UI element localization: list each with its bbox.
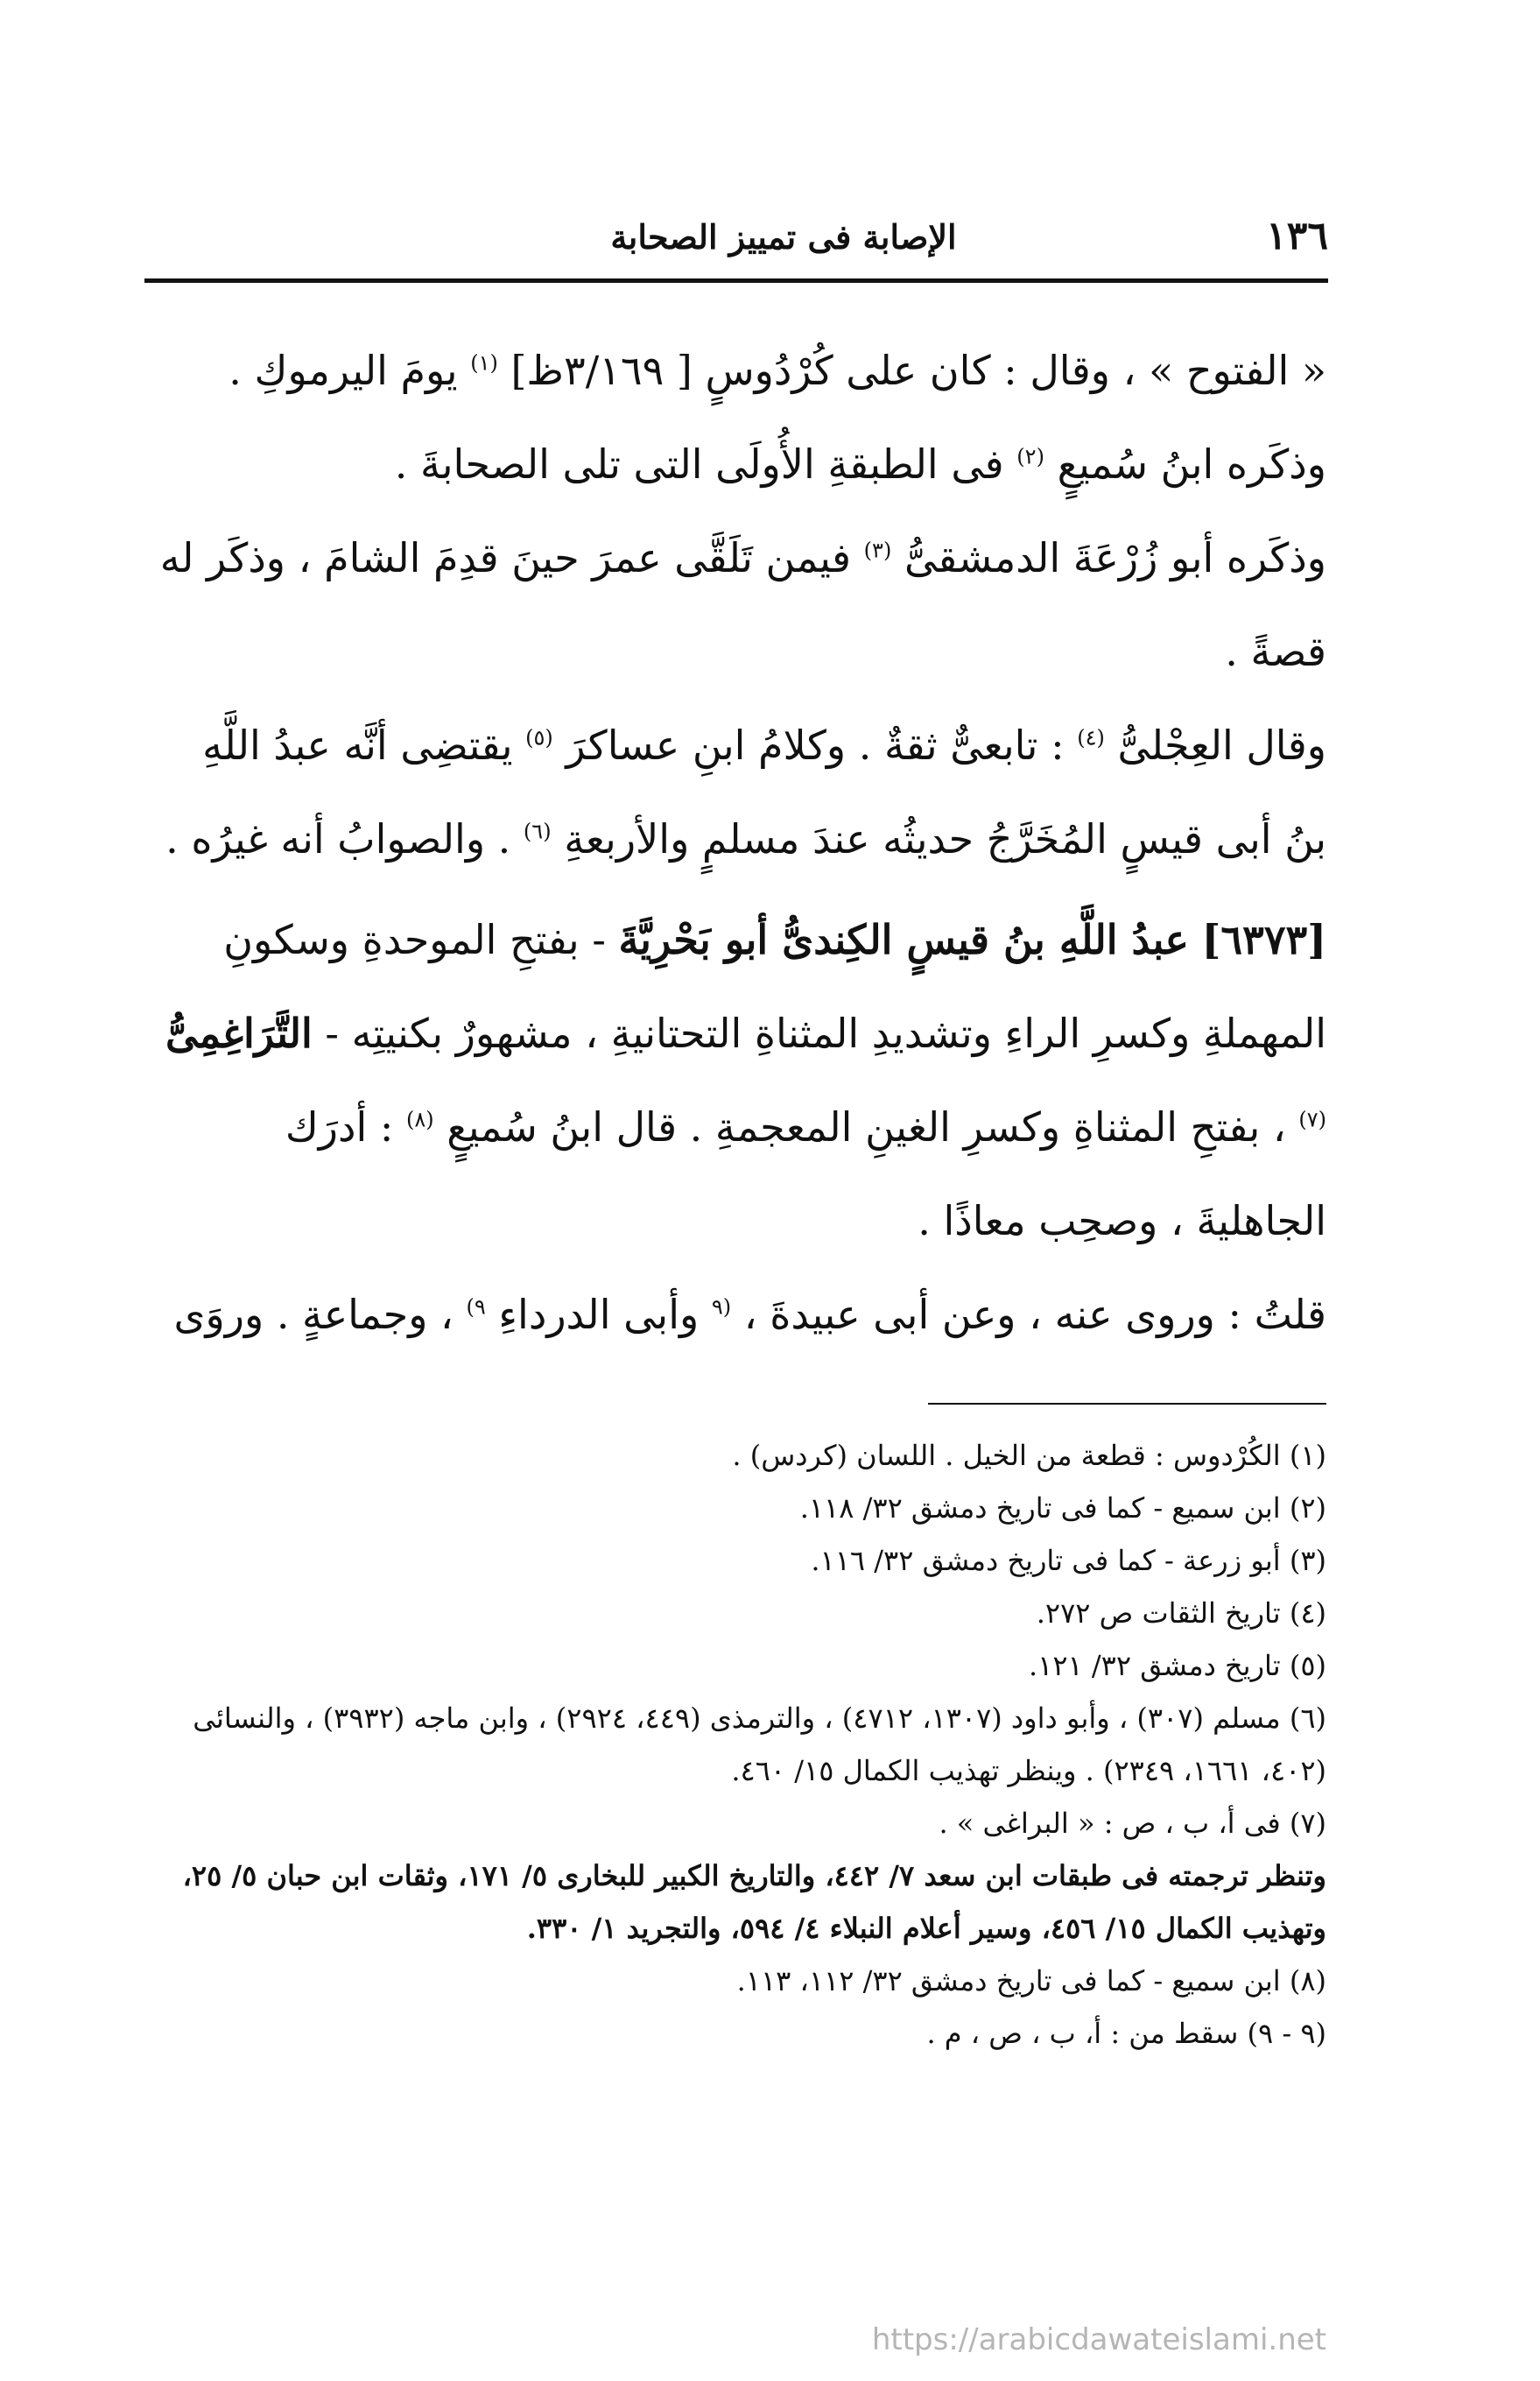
footnote-rule xyxy=(928,1403,1326,1405)
entry-paragraph xyxy=(149,893,1326,1268)
footnote-1: (١) الكُرْدوس : قطعة من الخيل . اللسان (كردس) . xyxy=(732,1439,1326,1472)
footnote-marker: (٣) xyxy=(863,538,892,563)
footnote-3: (٣) أبو زرعة - كما فى تاريخ دمشق ٣٢/ ١١٦. xyxy=(811,1544,1326,1577)
footnote-marker: (١) xyxy=(470,350,498,376)
header-rule xyxy=(144,278,1328,283)
text-run: . والصوابُ أنه غيرُه . xyxy=(165,815,511,863)
text-run: - بفتحِ الموحدةِ وسكونِ المهملةِ وكسرِ الراءِ وتشديدِ المثناةِ التحتانيةِ ، مشهورٌ بكنيتِه - xyxy=(223,916,1326,1057)
footnote-5: (٥) تاريخ دمشق ٣٢/ ١٢١. xyxy=(1028,1649,1326,1682)
text-run: أبى قيسٍ المُخَرَّجُ حديثُه عندَ مسلمٍ والأربعةِ xyxy=(564,815,1272,863)
text-run: « الفتوح » ، وقال : كان على كُرْدُوسٍ [ ٣/١٦٩ظ] xyxy=(510,347,1326,394)
page-header xyxy=(144,208,1328,270)
paragraph-4 xyxy=(149,699,1326,886)
footnote-marker: (٥) xyxy=(525,725,553,750)
text-run: وقال العِجْلىُّ xyxy=(1117,722,1326,769)
footnotes xyxy=(144,1429,1326,2060)
watermark-url: https://arabicdawateislami.net xyxy=(871,2322,1326,2357)
footnote-7: (٧) فى أ، ب ، ص : « البراغى » . xyxy=(939,1807,1326,1840)
footnote-6: (٦) مسلم (٣٠٧) ، وأبو داود (١٣٠٧، ٤٧١٢) ، والترمذى (٤٤٩، ٢٩٢٤) ، وابن ماجه (٣٩٣٢) ، والنسائى (٤٠٢، ١٦٦١، ٢٣٤٩) . وينظر تهذيب الكمال ١٥/ ٤٦٠. xyxy=(193,1701,1326,1787)
footnote-marker: (٩ xyxy=(711,1294,732,1320)
footnote-7-continuation: وتنظر ترجمته فى طبقات ابن سعد ٧/ ٤٤٢، والتاريخ الكبير للبخارى ٥/ ١٧١، وثقات ابن حبان ٥/ ٢٥، وتهذيب الكمال ١٥/ ٤٥٦، وسير أعلام النبلاء ٤/ ٥٩٤، والتجريد ١/ ٣٣٠. xyxy=(182,1859,1326,1945)
text-run: يومَ اليرموكِ . xyxy=(229,347,458,394)
paragraph-3 xyxy=(149,511,1326,699)
entry-nisba: التَّرَاغِمِىُّ xyxy=(165,1010,313,1057)
paragraph-2 xyxy=(149,418,1326,511)
entry-name: عبدُ اللَّهِ بنُ قيسٍ الكِندىُّ أبو بَحْرِيَّةَ xyxy=(618,916,1190,963)
footnote-marker: ٩) xyxy=(466,1294,486,1320)
footnote-4: (٤) تاريخ الثقات ص ٢٧٢. xyxy=(1036,1596,1326,1630)
footnote-8: (٨) ابن سميع - كما فى تاريخ دمشق ٣٢/ ١١٢، ١١٣. xyxy=(736,1964,1326,1997)
text-run: فيمن تَلَقَّى عمرَ حينَ قدِمَ الشامَ ، وذكَر له قصةً . xyxy=(159,534,1326,675)
footnote-marker: (٧) xyxy=(1298,1107,1326,1132)
footnote-marker: (٨) xyxy=(406,1107,434,1132)
entry-number: [٦٣٧٣] xyxy=(1201,916,1326,963)
text-run: قلتُ : وروى عنه ، وعن أبى عبيدةَ ، xyxy=(743,1291,1326,1338)
footnote-marker: (٦) xyxy=(523,819,552,844)
body-text xyxy=(149,324,1326,1362)
text-run: : تابعىٌّ ثقةٌ . وكلامُ ابنِ عساكرَ xyxy=(566,722,1065,769)
text-run: وذكَره أبو زُرْعَةَ الدمشقىُّ xyxy=(904,534,1326,581)
footnote-9: (٩ - ٩) سقط من : أ، ب ، ص ، م . xyxy=(926,2017,1326,2050)
text-run: ، وجماعةٍ . وروَى xyxy=(173,1291,454,1338)
text-run: : أدرَك الجاهليةَ ، وصحِب معاذًا . xyxy=(285,1103,1326,1244)
text-run: فى الطبقةِ الأُولَى التى تلى الصحابةَ . xyxy=(394,440,1004,488)
footnote-2: (٢) ابن سميع - كما فى تاريخ دمشق ٣٢/ ١١٨. xyxy=(799,1491,1326,1525)
paragraph-last xyxy=(149,1268,1326,1362)
footnote-marker: (٤) xyxy=(1077,725,1105,750)
page-number: ١٣٦ xyxy=(1266,214,1328,258)
text-run: وذكَره ابنُ سُميعٍ xyxy=(1057,440,1326,488)
book-title: الإصابة فى تمييز الصحابة xyxy=(610,217,957,257)
text-run: يقتضِى أنَّه عبدُ اللَّهِ بنُ xyxy=(202,722,1326,863)
paragraph-1 xyxy=(149,324,1326,418)
text-run: وأبى الدرداءِ xyxy=(498,1291,700,1338)
footnote-marker: (٢) xyxy=(1016,444,1044,469)
text-run: ، بفتحِ المثناةِ وكسرِ الغينِ المعجمةِ . قال ابنُ سُميعٍ xyxy=(447,1103,1286,1151)
